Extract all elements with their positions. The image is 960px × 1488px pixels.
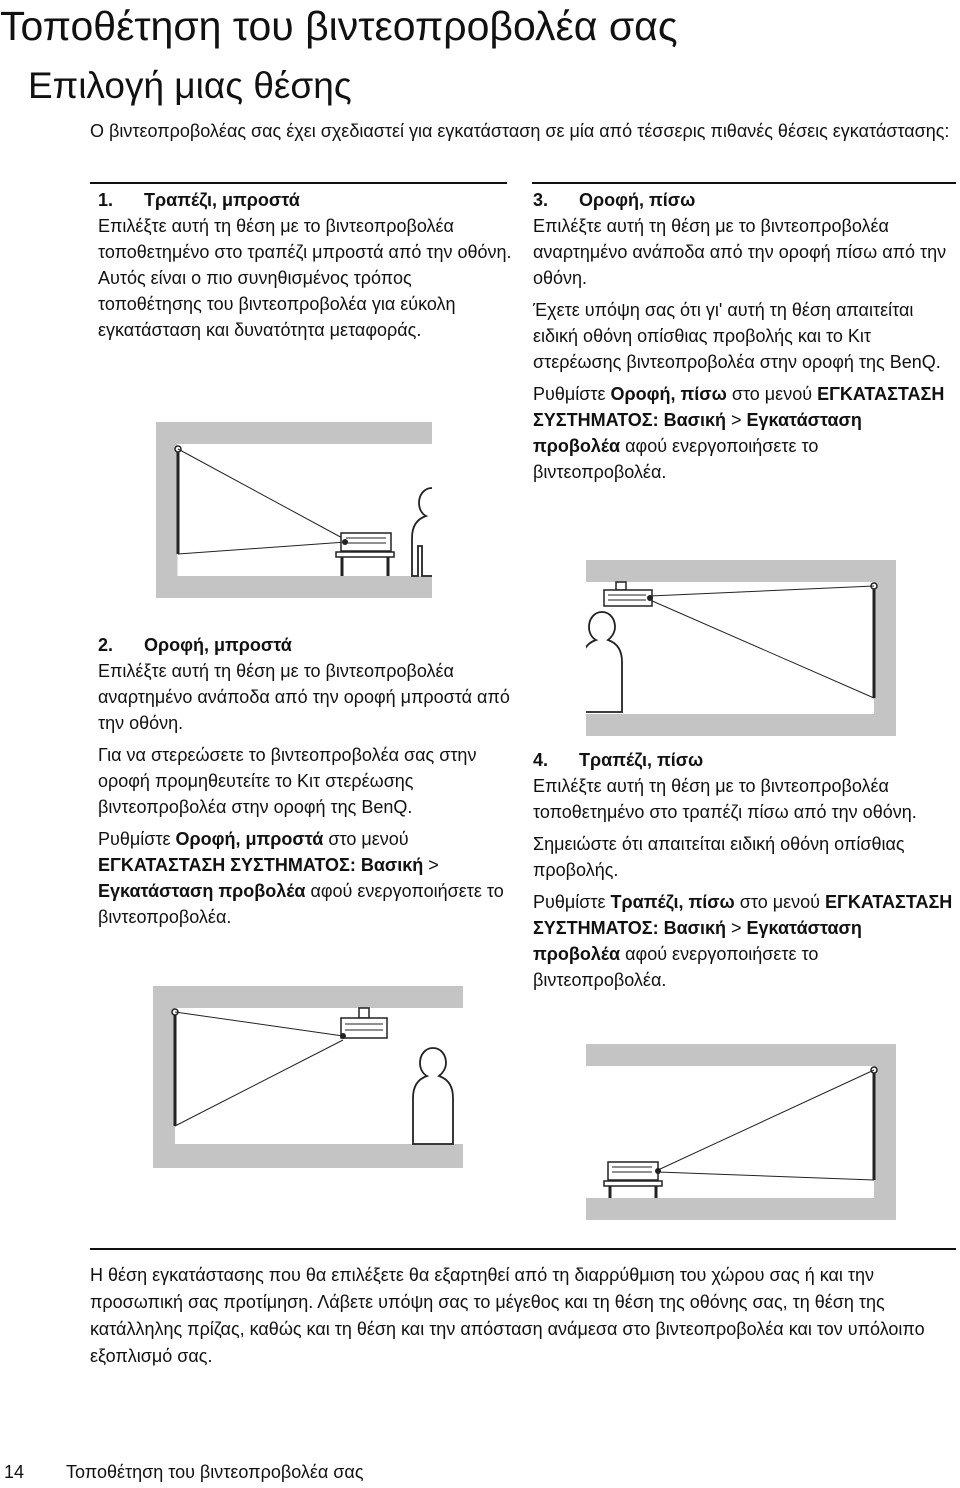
option-title: Τραπέζι, πίσω [579, 750, 704, 770]
option-number: 4. [533, 750, 549, 770]
option-description: Επιλέξτε αυτή τη θέση με το βιντεοπροβολέα αναρτημένο ανάποδα από την οροφή πίσω από την οθόνη. [533, 216, 947, 288]
option-ceiling-front [98, 632, 518, 936]
section-title: Επιλογή μιας θέσης [28, 65, 352, 106]
footer-chapter: Τοποθέτηση του βιντεοπροβολέα σας [66, 1462, 364, 1482]
divider-note [90, 1248, 956, 1250]
option-number: 2. [98, 635, 114, 655]
page-footer [4, 1459, 364, 1485]
option-ceiling-rear [533, 187, 953, 491]
divider-left [90, 182, 507, 184]
option-description: Επιλέξτε αυτή τη θέση με το βιντεοπροβολέα τοποθετημένο στο τραπέζι μπροστά από την οθόνη. Αυτός είναι ο πιο συνηθισμένος τρόπος τοποθέτησης του βιντεοπροβολέα για εύκολη εγκατάσταση και δυνατότητα μεταφοράς. [98, 216, 512, 340]
page-number: 14 [4, 1462, 25, 1482]
note-paragraph: Η θέση εγκατάστασης που θα επιλέξετε θα εξαρτηθεί από τη διαρρύθμιση του χώρου σας ή και την προσωπική σας προτίμηση. Λάβετε υπόψη σας το μέγεθος και τη θέση της οθόνης σας, τη θέση της κατάλληλης πρίζας, καθώς και τη θέση και την απόσταση ανάμεσα στο βιντεοπροβολέα και τον υπόλοιπο εξοπλισμό σας. [90, 1265, 925, 1366]
option-title: Οροφή, μπροστά [144, 635, 292, 655]
option-description: Επιλέξτε αυτή τη θέση με το βιντεοπροβολέα αναρτημένο ανάποδα από την οροφή μπροστά από την οθόνη. [98, 661, 510, 733]
option-table-front [98, 187, 513, 349]
page-title: Τοποθέτηση του βιντεοπροβολέα σας [0, 3, 678, 49]
option-number: 1. [98, 190, 114, 210]
option-heading [533, 747, 953, 773]
option-heading [98, 187, 513, 213]
option-description: Επιλέξτε αυτή τη θέση με το βιντεοπροβολέα τοποθετημένο στο τραπέζι πίσω από την οθόνη. [533, 776, 917, 822]
diagram-table-front [156, 422, 432, 598]
option-menu-instruction: Ρυθμίστε Οροφή, πίσω στο μενού ΕΓΚΑΤΑΣΤΑΣΗ ΣΥΣΤΗΜΑΤΟΣ: Βασική > Εγκατάσταση προβολέα αφού ενεργοποιήσετε το βιντεοπροβολέα. [533, 384, 945, 482]
diagram-ceiling-front [153, 986, 463, 1168]
option-menu-instruction: Ρυθμίστε Οροφή, μπροστά στο μενού ΕΓΚΑΤΑΣΤΑΣΗ ΣΥΣΤΗΜΑΤΟΣ: Βασική > Εγκατάσταση προβολέα αφού ενεργοποιήσετε το βιντεοπροβολέα. [98, 829, 504, 927]
option-note: Σημειώστε ότι απαιτείται ειδική οθόνη οπίσθιας προβολής. [533, 834, 905, 880]
option-heading [98, 632, 518, 658]
option-number: 3. [533, 190, 549, 210]
diagram-ceiling-rear [586, 560, 896, 736]
option-note: Για να στερεώσετε το βιντεοπροβολέα σας στην οροφή προμηθευτείτε το Κιτ στερέωσης βιντεοπροβολέα στην οροφή της BenQ. [98, 745, 477, 817]
divider-right [532, 182, 956, 184]
option-title: Τραπέζι, μπροστά [144, 190, 300, 210]
diagram-table-rear [586, 1044, 896, 1220]
intro-paragraph: Ο βιντεοπροβολέας σας έχει σχεδιαστεί για εγκατάσταση σε μία από τέσσερις πιθανές θέσεις εγκατάστασης: [90, 121, 950, 141]
option-title: Οροφή, πίσω [579, 190, 696, 210]
option-table-rear [533, 747, 953, 999]
option-note: Έχετε υπόψη σας ότι γι' αυτή τη θέση απαιτείται ειδική οθόνη οπίσθιας προβολής και το Κιτ στερέωσης βιντεοπροβολέα στην οροφή της BenQ. [533, 300, 941, 372]
option-menu-instruction: Ρυθμίστε Τραπέζι, πίσω στο μενού ΕΓΚΑΤΑΣΤΑΣΗ ΣΥΣΤΗΜΑΤΟΣ: Βασική > Εγκατάσταση προβολέα αφού ενεργοποιήσετε το βιντεοπροβολέα. [533, 892, 953, 990]
option-heading [533, 187, 953, 213]
